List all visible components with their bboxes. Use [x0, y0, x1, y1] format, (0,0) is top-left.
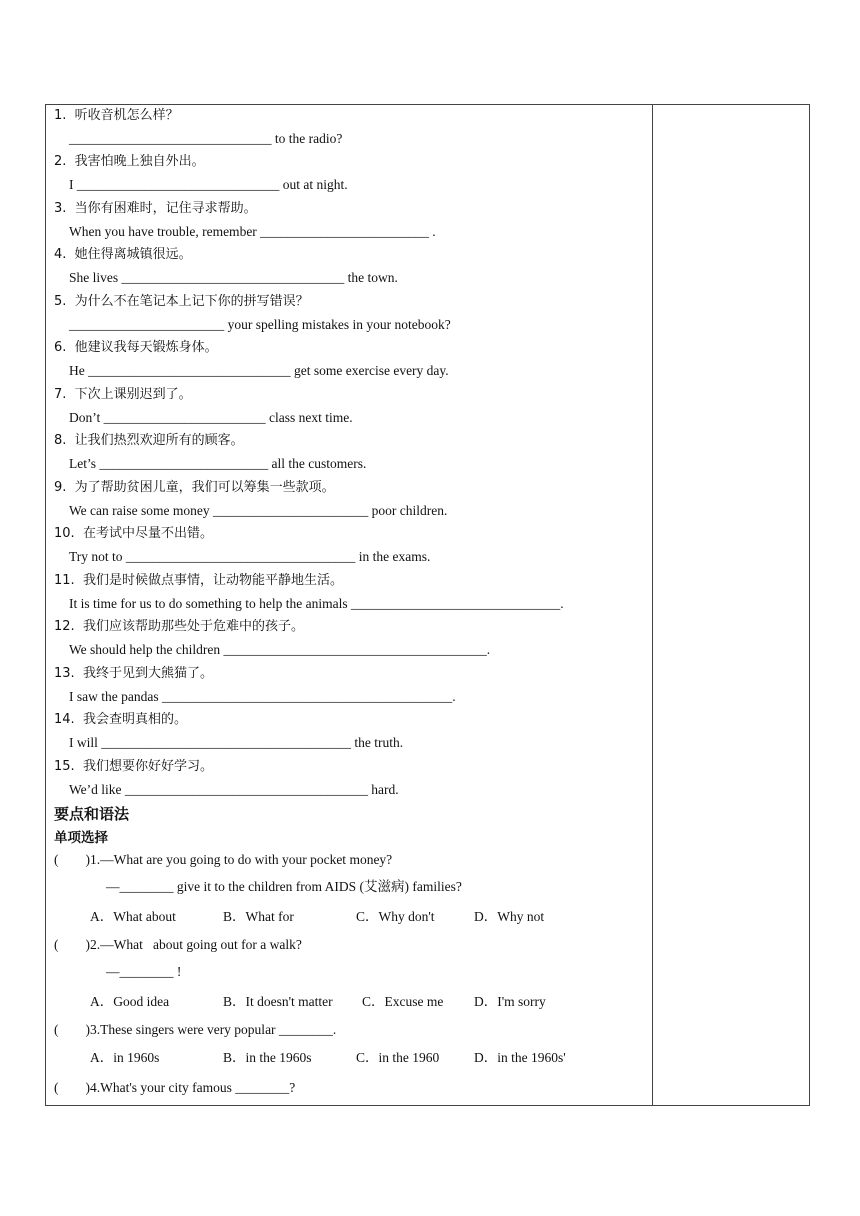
option-c: C．Excuse me	[362, 994, 444, 1009]
translation-prompt: 6. 他建议我每天锻炼身体。	[54, 340, 218, 355]
translation-answer: When you have trouble, remember _________________________ .	[69, 224, 436, 239]
translation-answer: Let’s _________________________ all the customers.	[69, 456, 367, 471]
translation-prompt: 2. 我害怕晚上独自外出。	[54, 154, 205, 169]
option-c: C．in the 1960	[356, 1050, 440, 1065]
translation-prompt: 8. 让我们热烈欢迎所有的顾客。	[54, 433, 244, 448]
translation-answer: Don’t ________________________ class next time.	[69, 410, 353, 425]
translation-prompt: 9. 为了帮助贫困儿童，我们可以筹集一些款项。	[54, 480, 335, 495]
question-stem: ( )1.—What are you going to do with your pocket money?	[54, 852, 393, 867]
option-d: D．in the 1960s'	[474, 1050, 566, 1065]
translation-answer: I ______________________________ out at night.	[69, 177, 348, 192]
option-d: D．Why not	[474, 909, 545, 924]
translation-answer: She lives _________________________________ the town.	[69, 270, 398, 285]
translation-answer: It is time for us to do something to help the animals _______________________________.	[69, 596, 564, 611]
section-title: 要点和语法	[54, 805, 130, 823]
translation-answer: ______________________________ to the radio?	[69, 131, 343, 146]
notes-column	[653, 105, 809, 1105]
translation-prompt: 4. 她住得离城镇很远。	[54, 247, 192, 262]
translation-answer: We should help the children _______________________________________.	[69, 642, 491, 657]
question-answer-line: —________ give it to the children from AIDS (艾滋病) families?	[106, 879, 462, 894]
option-b: B．It doesn't matter	[223, 994, 333, 1009]
question-answer-line: —________ !	[106, 964, 182, 979]
worksheet-table	[45, 104, 810, 1106]
translation-answer: Try not to __________________________________ in the exams.	[69, 549, 431, 564]
translation-prompt: 5. 为什么不在笔记本上记下你的拼写错误？	[54, 294, 309, 309]
translation-prompt: 11. 我们是时候做点事情，让动物能平静地生活。	[54, 573, 343, 588]
option-d: D．I'm sorry	[474, 994, 546, 1009]
question-stem: ( )3.These singers were very popular ________.	[54, 1022, 337, 1037]
option-c: C．Why don't	[356, 909, 435, 924]
translation-prompt: 12. 我们应该帮助那些处于危难中的孩子。	[54, 619, 304, 634]
translation-prompt: 15. 我们想要你好好学习。	[54, 759, 213, 774]
question-stem: ( )2.—What about going out for a walk?	[54, 937, 302, 952]
translation-prompt: 7. 下次上课别迟到了。	[54, 387, 192, 402]
option-a: A．in 1960s	[90, 1050, 160, 1065]
translation-prompt: 13. 我终于见到大熊猫了。	[54, 666, 213, 681]
translation-prompt: 3. 当你有困难时，记住寻求帮助。	[54, 201, 257, 216]
translation-prompt: 10. 在考试中尽量不出错。	[54, 526, 213, 541]
question-stem: ( )4.What's your city famous ________?	[54, 1080, 296, 1095]
translation-prompt: 1. 听收音机怎么样？	[54, 108, 179, 123]
translation-answer: We’d like ____________________________________ hard.	[69, 782, 399, 797]
translation-answer: _______________________ your spelling mistakes in your notebook?	[69, 317, 451, 332]
translation-answer: I saw the pandas ___________________________________________.	[69, 689, 456, 704]
option-a: A．What about	[90, 909, 176, 924]
translation-answer: He ______________________________ get some exercise every day.	[69, 363, 449, 378]
translation-answer: I will _____________________________________ the truth.	[69, 735, 404, 750]
translation-answer: We can raise some money _______________________ poor children.	[69, 503, 448, 518]
translation-prompt: 14. 我会查明真相的。	[54, 712, 187, 727]
option-b: B．What for	[223, 909, 294, 924]
subsection-title: 单项选择	[54, 830, 108, 846]
option-b: B．in the 1960s	[223, 1050, 312, 1065]
option-a: A．Good idea	[90, 994, 170, 1009]
